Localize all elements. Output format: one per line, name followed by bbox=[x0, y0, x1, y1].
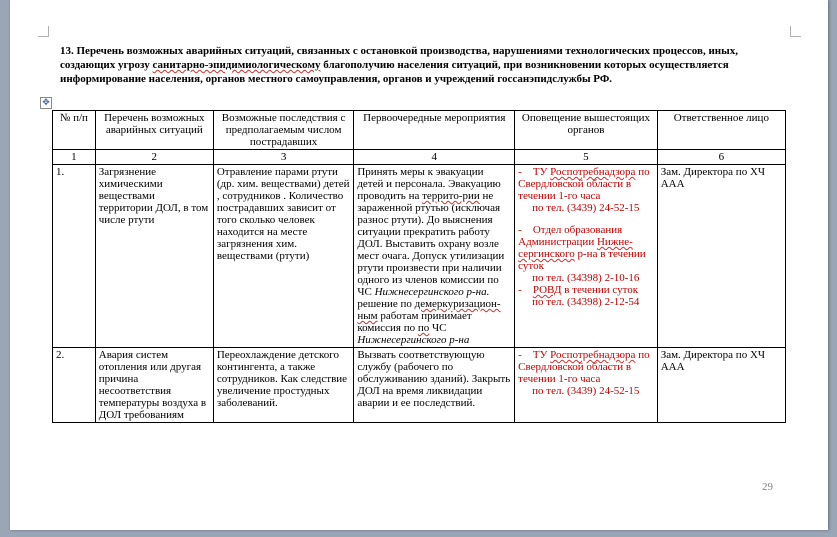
table-move-handle-icon[interactable]: ✥ bbox=[40, 97, 52, 109]
column-number: 6 bbox=[657, 150, 785, 165]
notify-item: - Отдел образования Администрации Нижне-сергинского р-на в течении суток по тел. (34398) 2-10-16 bbox=[518, 224, 646, 284]
row-number: 1. bbox=[53, 165, 96, 348]
table-row bbox=[53, 348, 786, 423]
situation-cell: Авария систем отопления или другая причина несоответствия температуры воздуха в ДОЛ требованиям bbox=[95, 348, 213, 423]
consequences-cell: Переохлаждение детского контингента, а также сотрудников. Как следствие увеличение простудных заболеваний. bbox=[213, 348, 353, 423]
emergency-table bbox=[52, 110, 786, 423]
notify-item: - ТУ Роспотребнадзора по Свердловской области в течении 1-го часа по тел. (3439) 24-52-15 bbox=[518, 166, 650, 214]
situation-cell: Загрязнение химическими веществами территории ДОЛ, в том числе ртути bbox=[95, 165, 213, 348]
page-number: 29 bbox=[762, 481, 773, 493]
column-number-row bbox=[53, 150, 786, 165]
column-number: 5 bbox=[515, 150, 658, 165]
col-header-consequences: Возможные последствия с предполагаемым числом пострадавших bbox=[213, 111, 353, 150]
responsible-cell: Зам. Директора по ХЧ ААА bbox=[657, 348, 785, 423]
header-row bbox=[53, 111, 786, 150]
section-heading: 13. Перечень возможных аварийных ситуаций, связанных с остановкой производства, нарушениями технологических процессов, иных, создающих угрозу санитарно-эпидимиологическому благополучию населения ситуаций, при возникновении которых осуществляется информирование населения, органов местного самоуправления, органов и учреждений госсанэпидслужбы РФ. bbox=[60, 45, 738, 85]
table-row bbox=[53, 165, 786, 348]
consequences-cell: Отравление парами ртути (др. хим. веществами) детей , сотрудников . Количество пострадавших зависит от того сколько человек находится на месте загрязнения хим. веществами (ртути) bbox=[213, 165, 353, 348]
row-number: 2. bbox=[53, 348, 96, 423]
col-header-measures: Первоочередные мероприятия bbox=[354, 111, 515, 150]
margin-mark-top-right bbox=[790, 26, 801, 37]
column-number: 4 bbox=[354, 150, 515, 165]
document-page bbox=[10, 0, 828, 530]
col-header-number: № п/п bbox=[53, 111, 96, 150]
column-number: 3 bbox=[213, 150, 353, 165]
responsible-cell: Зам. Директора по ХЧ ААА bbox=[657, 165, 785, 348]
measures-cell: Вызвать соответствующую службу (рабочего по обслуживанию зданий). Закрыть ДОЛ на время ликвидации аварии и ее последствий. bbox=[354, 348, 515, 423]
column-number: 1 bbox=[53, 150, 96, 165]
notify-item: - ТУ Роспотребнадзора по Свердловской области в течении 1-го часа по тел. (3439) 24-52-15 bbox=[518, 349, 650, 397]
col-header-situations: Перечень возможных аварийных ситуаций bbox=[95, 111, 213, 150]
margin-mark-top-left bbox=[38, 26, 49, 37]
col-header-responsible: Ответственное лицо bbox=[657, 111, 785, 150]
measures-cell: Принять меры к эвакуации детей и персонала. Эвакуацию проводить на террито-рии не зараженной ртутью (исключая разнос ртути). До выяснения ситуации прекратить работу ДОЛ. Выставить охрану возле мест очага. Допуск утилизации ртути произвести при наличии одного из членов комиссии по ЧС Нижнесергинского р-на. решение по демеркуризацион-ным работам принимает комиссия по по ЧС Нижнесергинского р-на bbox=[354, 165, 515, 348]
notification-cell bbox=[515, 165, 658, 348]
col-header-notification: Оповещение вышестоящих органов bbox=[515, 111, 658, 150]
notify-item: - РОВД в течении суток по тел. (34398) 2-12-54 bbox=[518, 284, 640, 308]
column-number: 2 bbox=[95, 150, 213, 165]
notification-cell bbox=[515, 348, 658, 423]
